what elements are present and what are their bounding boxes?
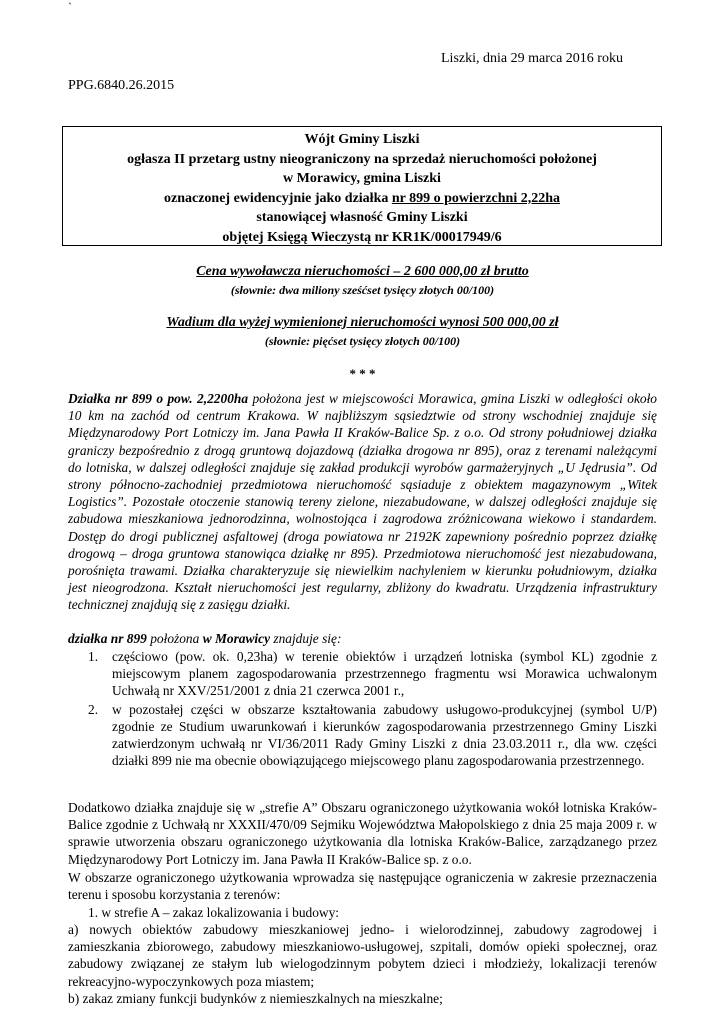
restriction-b: b) zakaz zmiany funkcji budynków z niemieszkalnych na mieszkalne; <box>68 990 443 1006</box>
zoning-item-2 <box>68 701 657 770</box>
zoning-list <box>68 648 657 769</box>
location-verb: położona <box>146 631 203 646</box>
reference-number: PPG.6840.26.2015 <box>68 78 175 93</box>
place-and-date: Liszki, dnia 29 marca 2016 roku <box>441 51 623 66</box>
zoning-item-2-number: 2. <box>88 701 99 717</box>
zone-a-text: w strefie A – zakaz lokalizowania i budowy: <box>101 905 340 920</box>
zoning-item-1 <box>68 648 657 700</box>
notice-plot-prefix: oznaczonej ewidencyjnie jako działka <box>163 190 392 206</box>
location-village: w Morawicy <box>202 631 271 646</box>
notice-ownership: stanowiącej własność Gminy Liszki <box>256 210 468 225</box>
airport-zone-paragraph: Dodatkowo działka znajduje się w „strefie A” Obszaru ograniczonego użytkowania wokół lotniska Kraków-Balice zgodnie z Uchwałą nr XXXII/470/09 Sejmiku Województwa Małopolskiego z dnia 25 maja 2009 r. w sprawie utworzenia obszaru ograniczonego użytkowania dla lotniska Kraków-Balice, zarządzanego przez Międzynarodowy Port Lotniczy im. Jana Pawła II Kraków-Balice sp. z o.o. <box>68 800 657 867</box>
starting-price-words: (słownie: dwa miliony sześćset tysięcy złotych 00/100) <box>230 283 495 297</box>
notice-plot <box>63 189 661 209</box>
zoning-item-1-number: 1. <box>88 649 99 664</box>
zone-a-item <box>68 904 677 921</box>
deposit-amount: Wadium dla wyżej wymienionej nieruchomości wynosi 500 000,00 zł <box>166 315 559 330</box>
section-separator: * * * <box>349 366 376 381</box>
notice-header-box <box>62 126 662 246</box>
deposit-amount-words: (słownie: pięćset tysięcy złotych 00/100) <box>264 334 461 348</box>
zone-a-number: 1. <box>88 905 99 920</box>
notice-plot-number: nr 899 o powierzchni 2,22ha <box>391 190 560 206</box>
starting-price: Cena wywoławcza nieruchomości – 2 600 000,00 zł brutto <box>196 264 529 279</box>
stray-mark: ` <box>68 0 72 14</box>
restrictions-list <box>68 921 657 1007</box>
restriction-a: a) nowych obiektów zabudowy mieszkaniowej jedno- i wielorodzinnej, zabudowy zagrodowej i zamieszkania zbiorowego, zabudowy mieszkaniowo-usługowej, szpitali, domów opieki społecznej, oraz zabudowy związanej ze stałym lub wielogodzinnym pobytem dzieci i młodzieży, lokalizacji terenów rekreacyjno-wypoczynkowych poza miastem; <box>68 922 657 989</box>
plot-description <box>68 390 657 614</box>
notice-land-register: objętej Księgą Wieczystą nr KR1K/00017949/6 <box>222 229 502 245</box>
notice-location: w Morawicy, gmina Liszki <box>283 171 441 186</box>
notice-issuer: Wójt Gminy Liszki <box>304 132 420 147</box>
location-tail: znajduje się: <box>270 631 342 646</box>
zoning-item-1-text: częściowo (pow. ok. 0,23ha) w terenie obiektów i urządzeń lotniska (symbol KL) zgodnie z miejscowym planem zagospodarowania przestrzennego fragmentu wsi Morawica uchwalonym Uchwałą nr XXV/251/2001 z dnia 21 czerwca 2001 r., <box>112 649 657 699</box>
notice-announcement: ogłasza II przetarg ustny nieograniczony na sprzedaż nieruchomości położonej <box>127 151 597 167</box>
location-plot: działka nr 899 <box>68 631 147 646</box>
zoning-item-2-text: w pozostałej części w obszarze kształtowania zabudowy usługowo-produkcyjnej (symbol U/P) zgodnie ze Studium uwarunkowań i kierunków zagospodarowania przestrzennego Gminy Liszki zatwierdzonym uchwałą nr VI/36/2011 Rady Gminy Liszki z dnia 23.03.2011 r., dla ww. części działki 899 nie ma obecnie obowiązującego miejscowego planu zagospodarowania przestrzennego. <box>112 701 657 769</box>
plot-description-lead: Działka nr 899 o pow. 2,2200ha <box>68 391 249 406</box>
location-heading <box>68 631 341 647</box>
plot-description-text: położona jest w miejscowości Morawica, gmina Liszki w odległości około 10 km na zachód od centrum Krakowa. W najbliższym sąsiedztwie od strony wschodniej znajduje się Międzynarodowy Port Lotniczy im. Jana Pawła II Kraków-Balice Sp. z o.o. Od strony południowej działka graniczy bezpośrednio z drogą gruntową dojazdową (działka drogowa nr 895), oraz z terenami należącymi do lotniska, w dalszej odległości znajduje się zakład produkcji wyrobów garmażeryjnych „U Jędrusia”. Od strony północno-zachodniej przedmiotowa nieruchomość sąsiaduje z obiektem magazynowym „Witek Logistics”. Pozostałe otoczenie stanowią tereny zielone, niezabudowane, w dalszej odległości znajduje się zabudowa mieszkaniowa jednorodzinna, wolnostojąca i zagrodowa zróżnicowana wiekowo i standardem. Dostęp do drogi publicznej asfaltowej (droga powiatowa nr 2192K zapewniony pośrednio poprzez działkę drogową – droga gruntowa stanowiąca działkę nr 895). Przedmiotowa nieruchomość jest niezabudowana, porośnięta trawami. Działka charakteryzuje się niewielkim nachyleniem w kierunku południowym, działka jest nieogrodzona. Kształt nieruchomości jest regularny, zbliżony do kwadratu. Urządzenia infrastruktury technicznej znajdują się z zasięgu działki. <box>68 391 657 613</box>
restrictions-intro: W obszarze ograniczonego użytkowania wprowadza się następujące ograniczenia w zakresie przeznaczenia terenu i sposobu korzystania z terenów: <box>68 870 657 903</box>
